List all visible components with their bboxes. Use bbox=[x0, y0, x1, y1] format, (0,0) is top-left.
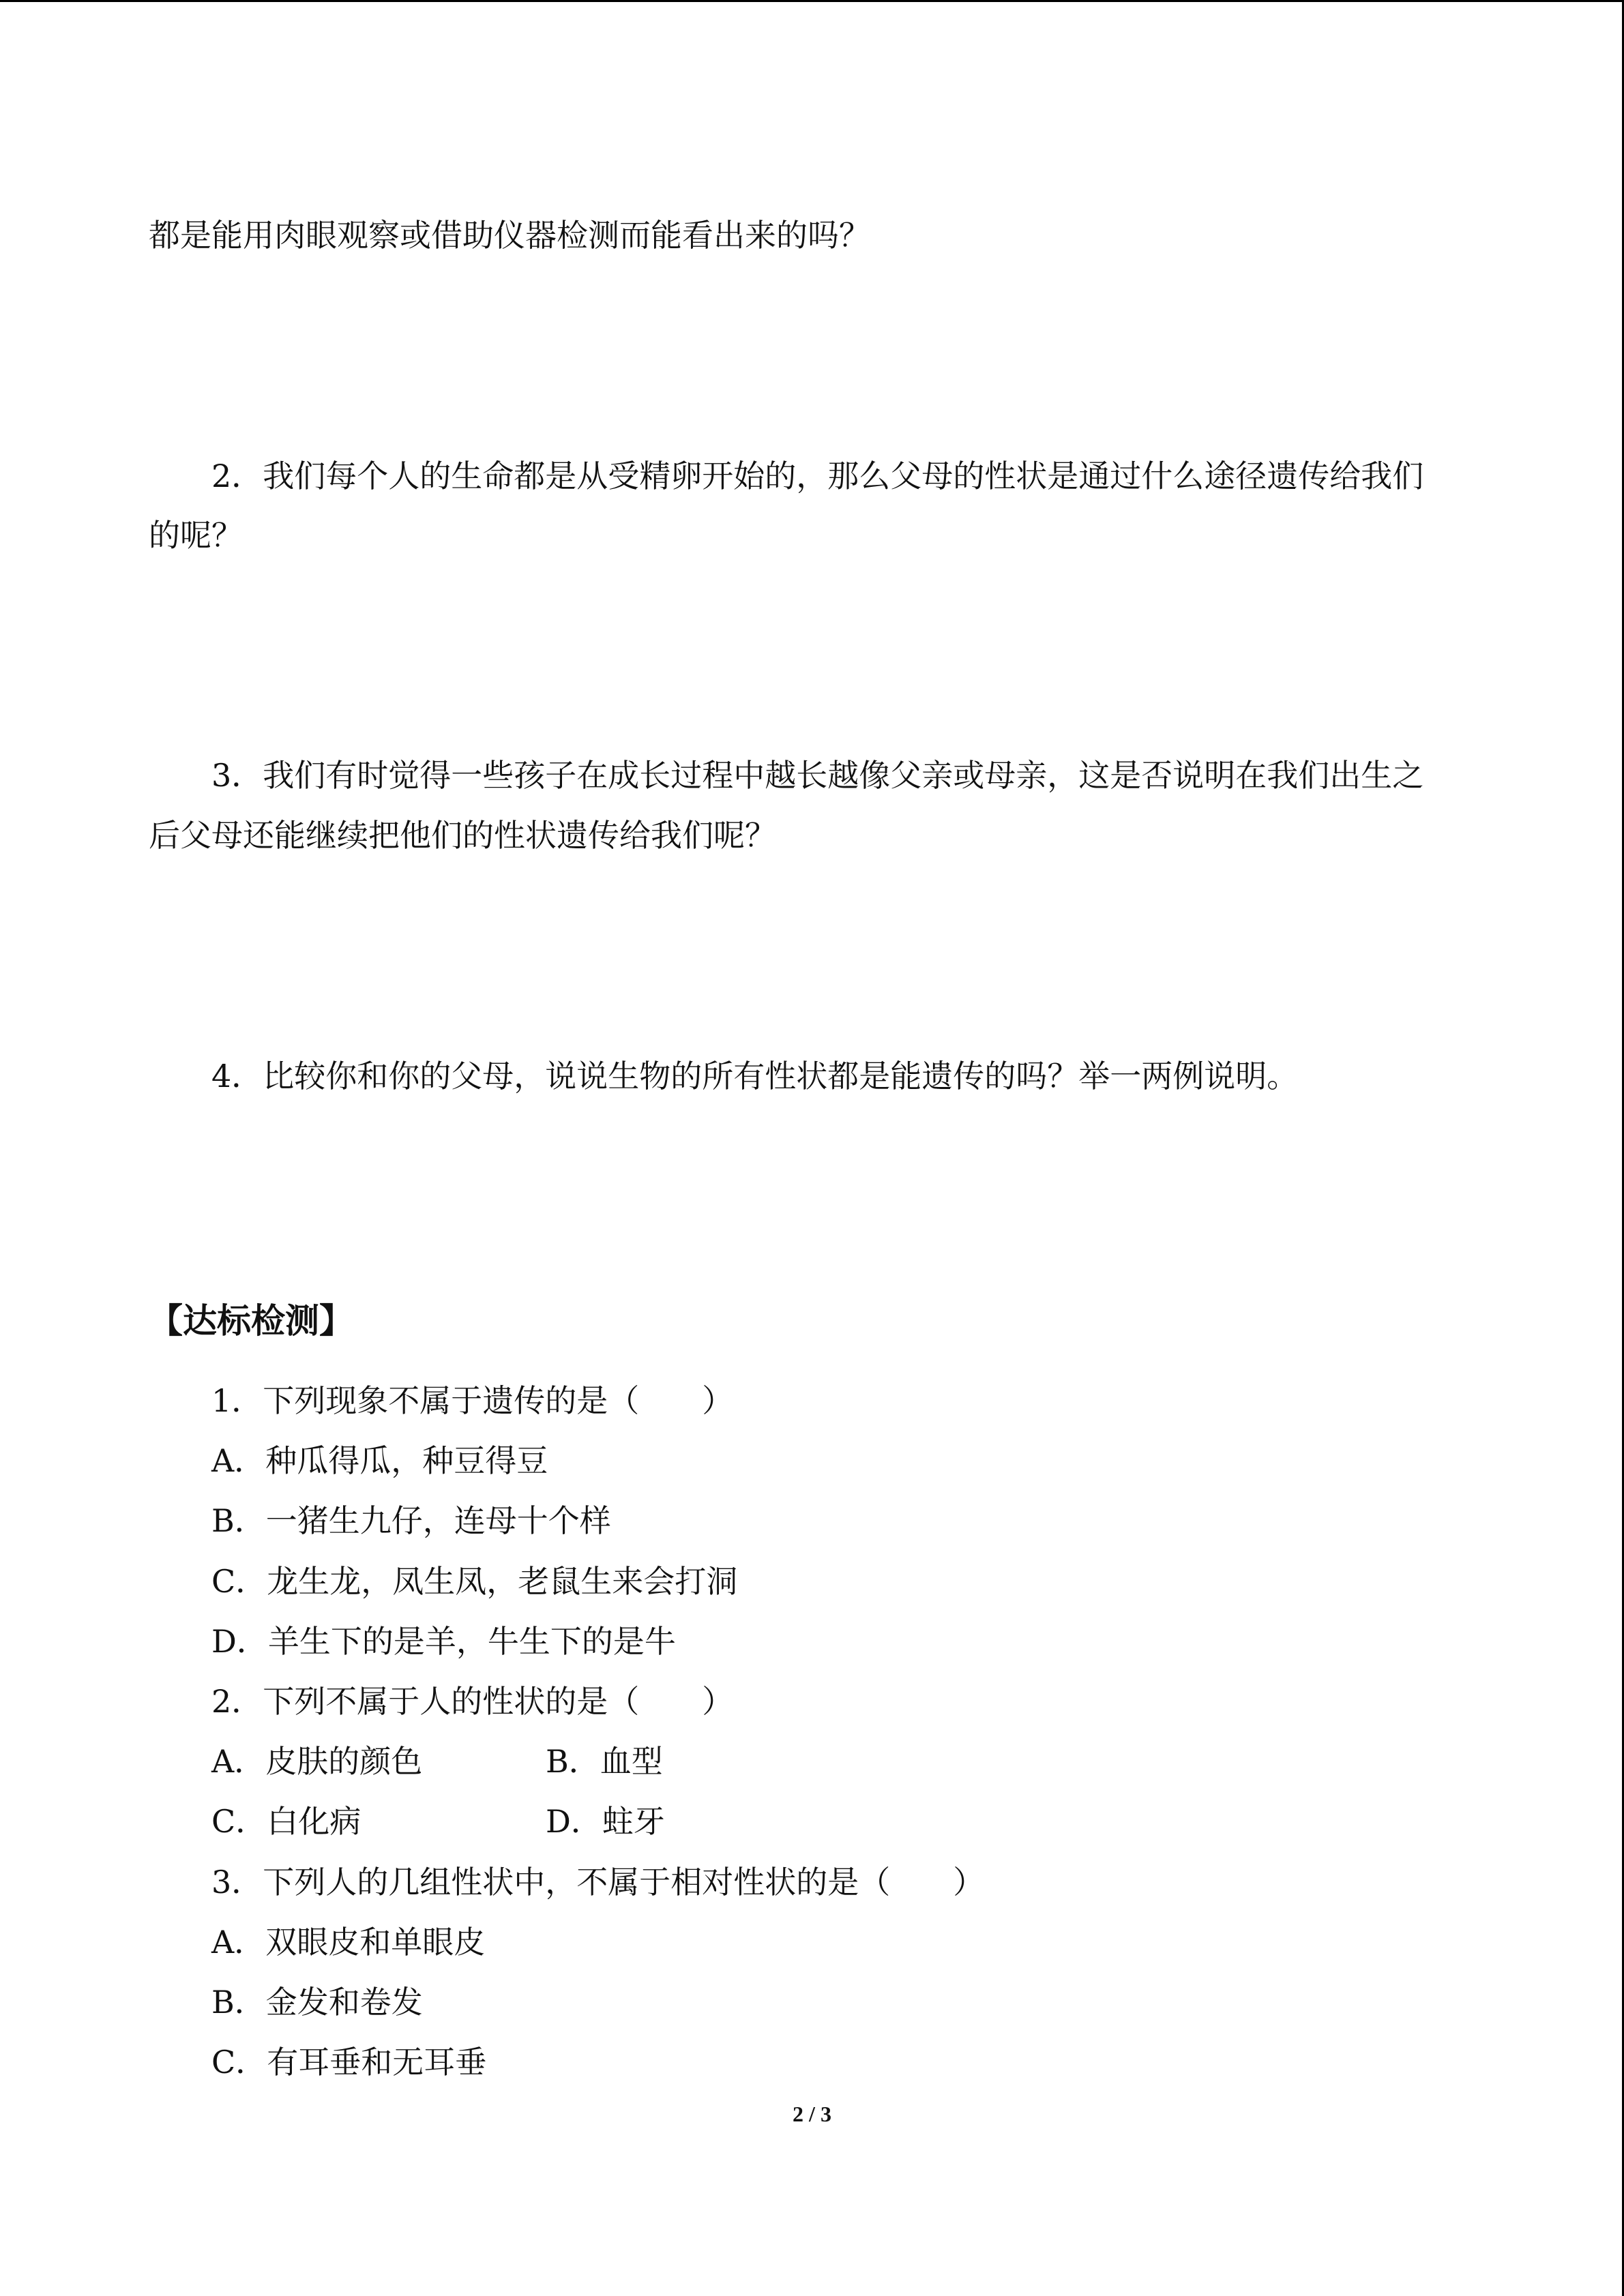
test-2-option-a: A．皮肤的颜色 bbox=[211, 1743, 423, 1780]
question-1-continuation: 都是能用肉眼观察或借助仪器检测而能看出来的吗？ bbox=[149, 217, 870, 254]
question-3-line-1: 3．我们有时觉得一些孩子在成长过程中越长越像父亲或母亲，这是否说明在我们出生之 bbox=[211, 757, 1424, 794]
page-number: 2 / 3 bbox=[793, 2102, 831, 2126]
question-2-line-1: 2．我们每个人的生命都是从受精卵开始的，那么父母的性状是通过什么途径遗传给我们 bbox=[211, 458, 1424, 494]
test-2-option-c: C．白化病 bbox=[211, 1803, 361, 1840]
test-3-option-a: A．双眼皮和单眼皮 bbox=[211, 1924, 486, 1960]
test-2-option-b: B．血型 bbox=[546, 1743, 663, 1780]
test-2-option-d: D．蛀牙 bbox=[546, 1803, 665, 1840]
test-3-stem: 3．下列人的几组性状中，不属于相对性状的是（ ） bbox=[211, 1864, 985, 1900]
test-3-option-c: C．有耳垂和无耳垂 bbox=[211, 2044, 487, 2081]
test-1-option-c: C．龙生龙，凤生凤，老鼠生来会打洞 bbox=[211, 1563, 738, 1600]
question-4: 4．比较你和你的父母，说说生物的所有性状都是能遗传的吗？举一两例说明。 bbox=[211, 1058, 1299, 1094]
question-2-line-2: 的呢？ bbox=[149, 517, 243, 554]
question-3-line-2: 后父母还能继续把他们的性状遗传给我们呢？ bbox=[149, 817, 776, 854]
test-3-option-b: B．金发和卷发 bbox=[211, 1984, 423, 2021]
test-1-stem: 1．下列现象不属于遗传的是（ ） bbox=[211, 1382, 734, 1419]
test-2-stem: 2．下列不属于人的性状的是（ ） bbox=[211, 1683, 734, 1720]
test-1-option-b: B．一猪生九仔，连母十个样 bbox=[211, 1502, 611, 1539]
test-1-option-a: A．种瓜得瓜，种豆得豆 bbox=[211, 1442, 548, 1479]
test-1-option-d: D．羊生下的是羊，牛生下的是牛 bbox=[211, 1623, 676, 1660]
section-heading: 【达标检测】 bbox=[149, 1300, 353, 1341]
